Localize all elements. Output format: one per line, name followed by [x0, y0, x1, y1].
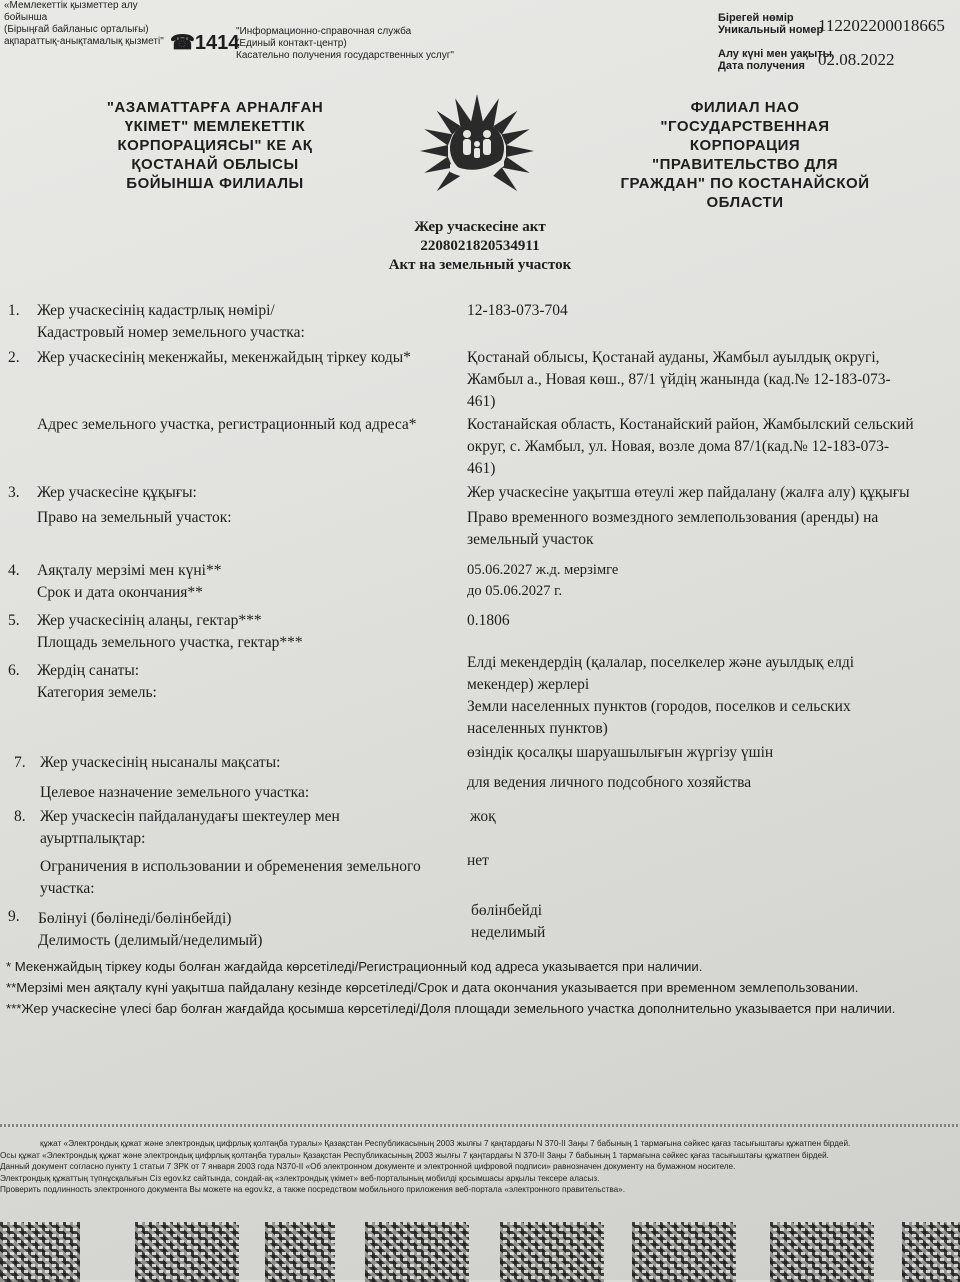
legal-line-3: Данный документ согласно пункту 1 статьи 7 ЗРК от 7 января 2003 года N370-II «Об электронном документе и электронной цифровой подписи» равнозначен документу на бумажном носителе. — [0, 1162, 736, 1171]
act-number: 2208021820534911 — [420, 238, 540, 254]
service-line-3: ақпараттық-анықтамалық қызметі" — [4, 36, 164, 47]
receipt-date-value: 02.08.2022 — [818, 50, 895, 69]
qr-code — [365, 1222, 469, 1282]
footnote-2: **Мерзімі мен аяқталу күні уақытша пайдалану кезінде көрсетіледі/Срок и дата окончания указывается при временном землепользовании. — [6, 980, 859, 995]
unique-number-label-kz: Бірегей нөмір — [718, 12, 794, 24]
footnote-1: * Мекенжайдың тіркеу коды болған жағдайда көрсетіледі/Регистрационный код адреса указывается при наличии. — [6, 959, 703, 974]
qr-code — [135, 1222, 239, 1282]
unique-number-label-ru: Уникальный номер — [718, 24, 824, 36]
contact-line-1: "Информационно-справочная служба — [236, 26, 412, 37]
qr-code — [265, 1222, 335, 1282]
receipt-date-label-kz: Алу күні мен уақыты — [718, 48, 833, 60]
footnotes — [6, 956, 956, 1019]
unique-number-value: 112202200018665 — [818, 16, 945, 35]
act-title — [330, 218, 630, 275]
footnote-3: ***Жер учаскесіне үлесі бар болған жағдайда қосымша көрсетіледі/Доля площади земельного участка дополнительно указывается при наличии. — [6, 1001, 896, 1016]
service-center-info — [4, 0, 164, 48]
divider — [0, 1124, 960, 1127]
legal-line-2: Осы құжат «Электрондық құжат және электрондық цифрлық қолтаңба туралы» Қазақстан Республикасының 2003 жылғы 7 қаңтардағы N 370-II Заңы 7 бабының 1 тармағына сәйкес қағаз тасығыштағы құжатпен бірдей. — [0, 1150, 829, 1160]
contact-line-2: (Единый контакт-центр) — [236, 38, 347, 49]
legal-line-5: Проверить подлинность электронного документа Вы можете на egov.kz, а также посредством мобильного приложения веб-портала «электронного правительства». — [0, 1185, 625, 1194]
sun-family-logo-icon — [412, 86, 542, 216]
qr-code — [770, 1222, 874, 1282]
act-title-ru: Акт на земельный участок — [388, 257, 572, 273]
receipt-date-block — [718, 48, 832, 72]
phone-icon: ☎ — [170, 32, 195, 54]
legal-line-1: құжат «Электрондық құжат және электрондық цифрлық қолтаңба туралы» Қазақстан Республикасының 2003 жылғы 7 қаңтардағы N 370-II Заңы 7 бабының 1 тармағына сәйкес қағаз тасығыштағы құжатпен бірдей. — [40, 1139, 851, 1148]
service-line-2: (Бірыңғай байланыс орталығы) — [4, 24, 149, 35]
document-sheet: «Мемлекеттік қызметтер алу бойынша (Бірыңғай байланыс орталығы) ақпараттық-анықтамалық қызметі" ☎1414 "Информационно-справочная служба (Единый контакт-центр) Касательно получения государственных услуг" Бірегей нөмір Уникальный номер 112202200018665 Алу күні мен уақыты Дата получения 02.08.2022 "АЗАМАТТАРҒА АРНАЛҒАН ҮКІМЕТ" МЕМЛЕКЕТТІК КОРПОРАЦИЯСЫ" КЕ АҚ ҚОСТАНАЙ ОБЛЫСЫ БОЙЫНША ФИЛИАЛЫ ФИЛИАЛ НАО "ГОСУДАРСТВЕННАЯ КОРПОРАЦИЯ "ПРАВИТЕЛЬСТВО ДЛЯ ГРАЖДАН" ПО КОСТАНАЙСКОЙ ОБЛАСТИ Жер учаскесіне акт 2208021820534911 Акт на земельный участок 1. Жер учаскесінің кадастрлық нөмірі/ Кадастровый номер земельного участка: 12-183-073-704 2. Жер учаскесінің мекенжайы, мекенжайдың тіркеу коды* Қостанай облысы, Қостанай ауданы, Жамбыл ауылдық округі, Жамбыл а., Новая көш., 87/1 үйдің жанында (кад.№ 12-183-073- 461) Адрес земельного участка, регистрационный код адреса* Костанайская область, Костанайский район, Жамбылский сельский округ, с. Жамбыл, ул. Новая, возле дома 87/1(кад.№ 12-183-073- 461) 3. Жер учаскесіне құқығы: Право на земельный участок: Жер учаскесіне уақытша өтеулі жер пайдалану (жалға алу) құқығы Право временного возмездного землепользования (аренды) на земельный участок 4. Аяқталу мерзімі мен күні** Срок и дата окончания** 05.06.2027 ж.д. мерзімге до 05.06.2027 г. 5. Жер учаскесінің алаңы, гектар*** Площадь земельного участка, гектар*** 0.1806 6. Жердің санаты: Категория земель: Елді мекендердің (қалалар, поселкелер және ауылдық елді мекендер) жерлері Земли населенных пунктов (городов, поселков и сельских населенных пунктов) 7. Жер учаскесінің нысаналы мақсаты: Целевое назначение земельного участка: өзіндік қосалқы шаруашылығын жүргізу үшін для ведения личного подсобного хозяйства 8. Жер учаскесін пайдаланудағы шектеулер мен ауыртпалықтар: Ограничения в использовании и обременения земельного участка: жоқ нет 9. Бөлінуі (бөлінеді/бөлінбейді) Делимость (делимый/неделимый) бөлінбейді неделимый * Мекенжайдың тіркеу коды болған жағдайда көрсетіледі/Регистрационный код адреса указывается при наличии. **Мерзімі мен аяқталу күні уақытша пайдалану кезінде көрсетіледі/Срок и дата окончания указывается при временном землепользовании. ***Жер учаскесіне үлесі бар болған жағдайда қосымша көрсетіледі/Доля площади земельного участка дополнительно указывается при наличии. құжат «Электрондық құжат және электрондық цифрлық қолтаңба туралы» Қазақстан Республикасының 2003 жылғы 7 қаңтардағы N 370-II Заңы 7 бабының 1 тармағына сәйкес қағаз тасығыштағы құжатпен бірдей. Осы құжат «Электрондық құжат және электрондық цифрлық қолтаңба туралы» Қазақстан Республикасының 2003 жылғы 7 қаңтардағы N 370-II Заңы 7 бабының 1 тармағына сәйкес қағаз тасығыштағы құжатпен бірдей. Данный документ согласно пункту 1 статьи 7 ЗРК от 7 января 2003 года N370-II «Об электронном документе и электронной цифровой подписи» равнозначен документу на бумажном носителе. Электрондық құжаттың түпнұсқалығын Сіз egov.kz сайтында, сондай-ақ «электрондық үкімет» веб-порталының мобилді қосымшасы арқылы тексере аласыз. Проверить подлинность электронного документа Вы можете на egov.kz, а также посредством мобильного приложения веб-портала «электронного правительства». — [0, 0, 960, 1280]
legal-notice — [0, 1138, 960, 1196]
service-line-1: «Мемлекеттік қызметтер алу бойынша — [4, 0, 138, 23]
contact-line-3: Касательно получения государственных услуг" — [236, 50, 454, 61]
org-name-kz: "АЗАМАТТАРҒА АРНАЛҒАН ҮКІМЕТ" МЕМЛЕКЕТТІК КОРПОРАЦИЯСЫ" КЕ АҚ ҚОСТАНАЙ ОБЛЫСЫ БОЙЫНША ФИЛИАЛЫ — [106, 99, 324, 192]
legal-line-4: Электрондық құжаттың түпнұсқалығын Сіз egov.kz сайтында, сондай-ақ «электрондық үкімет» веб-порталының мобилді қосымшасы арқылы тексере аласыз. — [0, 1173, 600, 1183]
unique-number-block — [718, 12, 823, 36]
hotline-number: ☎1414 — [170, 32, 240, 54]
qr-code — [500, 1222, 604, 1282]
contact-center-info — [236, 26, 456, 62]
qr-code — [0, 1222, 80, 1282]
act-title-kz: Жер учаскесіне акт — [414, 219, 546, 235]
qr-code — [902, 1222, 960, 1282]
org-name-ru: ФИЛИАЛ НАО "ГОСУДАРСТВЕННАЯ КОРПОРАЦИЯ "ПРАВИТЕЛЬСТВО ДЛЯ ГРАЖДАН" ПО КОСТАНАЙСКОЙ ОБЛАСТИ — [620, 99, 870, 211]
receipt-date-label-ru: Дата получения — [718, 60, 805, 72]
qr-code — [632, 1222, 736, 1282]
